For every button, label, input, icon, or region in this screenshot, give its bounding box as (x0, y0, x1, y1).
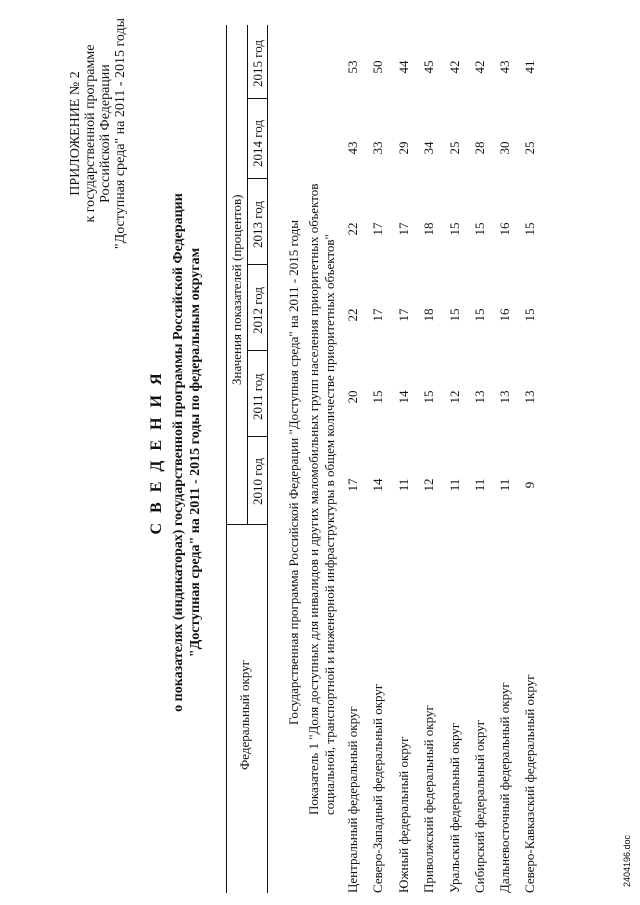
indicator-value: 15 (472, 222, 487, 236)
indicator-value: 34 (421, 141, 436, 155)
indicator-value: 13 (522, 390, 537, 404)
program-line: Государственная программа Российской Федерации "Доступная среда" на 2011 - 2015 годы (286, 219, 301, 725)
indicator-value: 17 (345, 478, 360, 492)
indicator-value: 11 (497, 478, 512, 492)
indicator-value: 20 (345, 390, 360, 404)
indicator-value: 16 (497, 308, 512, 322)
document-id: 2404196.doc (622, 834, 632, 887)
indicator-value: 43 (345, 141, 360, 155)
indicator-value: 17 (396, 222, 411, 236)
indicator-value: 42 (472, 60, 487, 74)
district-name: Центральный федеральный округ (345, 706, 360, 893)
indicator-value: 9 (522, 481, 537, 489)
district-name: Сибирский федеральный округ (472, 719, 487, 893)
appendix-line: "Доступная среда" на 2011 - 2015 годы (113, 18, 128, 250)
district-name: Дальневосточный федеральный округ (497, 682, 512, 893)
indicator-value: 45 (421, 60, 436, 74)
indicator-value: 15 (370, 390, 385, 404)
district-name: Приволжский федеральный округ (421, 705, 436, 893)
indicator-value: 15 (522, 308, 537, 322)
indicator-value: 13 (497, 390, 512, 404)
indicator-title: Показатель 1 "Доля доступных для инвалидов и других маломобильных групп населения приоритетных объектов (306, 183, 321, 815)
column-header-year: 2013 год (250, 201, 265, 248)
indicator-title: социальной, транспортной и инженерной инфраструктуры в общем количестве приоритетных объектов" (322, 234, 337, 815)
indicator-value: 25 (447, 141, 462, 155)
indicator-value: 30 (497, 141, 512, 155)
table-rule (247, 98, 267, 99)
indicator-value: 42 (447, 60, 462, 74)
indicator-value: 33 (370, 141, 385, 155)
indicator-value: 22 (345, 308, 360, 322)
column-header-year: 2012 год (250, 287, 265, 334)
indicator-value: 17 (370, 308, 385, 322)
appendix-line: к государственной программе (83, 44, 98, 223)
column-header-year: 2010 год (250, 458, 265, 505)
table-rule (226, 25, 227, 893)
table-rule (247, 25, 248, 525)
table-rule (247, 264, 267, 265)
district-name: Уральский федеральный округ (447, 722, 462, 893)
indicator-value: 18 (421, 222, 436, 236)
indicator-value: 13 (472, 390, 487, 404)
document-subtitle: о показателях (индикаторах) государственной программы Российской Федерации (171, 193, 186, 712)
table-rule (226, 524, 267, 525)
appendix-line: Российской Федерации (98, 64, 113, 203)
table-rule (267, 25, 268, 893)
indicator-value: 15 (447, 222, 462, 236)
indicator-value: 15 (472, 308, 487, 322)
district-name: Северо-Западный федеральный округ (370, 683, 385, 893)
indicator-value: 11 (447, 478, 462, 492)
column-header-year: 2011 год (250, 373, 265, 420)
indicator-value: 29 (396, 141, 411, 155)
indicator-value: 16 (497, 222, 512, 236)
document-title: С В Е Д Е Н И Я (148, 370, 165, 535)
indicator-value: 41 (522, 60, 537, 74)
indicator-value: 12 (421, 478, 436, 492)
document-subtitle: "Доступная среда" на 2011 - 2015 годы по федеральным округам (188, 247, 203, 658)
column-header-values: Значения показателей (процентов) (229, 194, 244, 385)
indicator-value: 18 (421, 308, 436, 322)
table-rule (247, 350, 267, 351)
indicator-value: 28 (472, 141, 487, 155)
indicator-value: 15 (522, 222, 537, 236)
appendix-number: ПРИЛОЖЕНИЕ № 2 (68, 71, 83, 196)
indicator-value: 25 (522, 141, 537, 155)
table-rule (247, 178, 267, 179)
indicator-value: 11 (472, 478, 487, 492)
indicator-value: 14 (370, 478, 385, 492)
indicator-value: 17 (396, 308, 411, 322)
indicator-value: 15 (421, 390, 436, 404)
table-rule (247, 436, 267, 437)
column-header-year: 2015 год (250, 40, 265, 87)
indicator-value: 44 (396, 60, 411, 74)
indicator-value: 15 (447, 308, 462, 322)
indicator-value: 11 (396, 478, 411, 492)
indicator-value: 43 (497, 60, 512, 74)
indicator-value: 22 (345, 222, 360, 236)
district-name: Северо-Кавказский федеральный округ (522, 674, 537, 893)
column-header-year: 2014 год (250, 120, 265, 167)
indicator-value: 53 (345, 60, 360, 74)
district-name: Южный федеральный округ (396, 736, 411, 893)
indicator-value: 17 (370, 222, 385, 236)
appendix-block (68, 18, 128, 249)
indicator-value: 14 (396, 390, 411, 404)
indicator-value: 50 (370, 60, 385, 74)
indicator-value: 12 (447, 390, 462, 404)
column-header-district: Федеральный округ (237, 660, 252, 770)
